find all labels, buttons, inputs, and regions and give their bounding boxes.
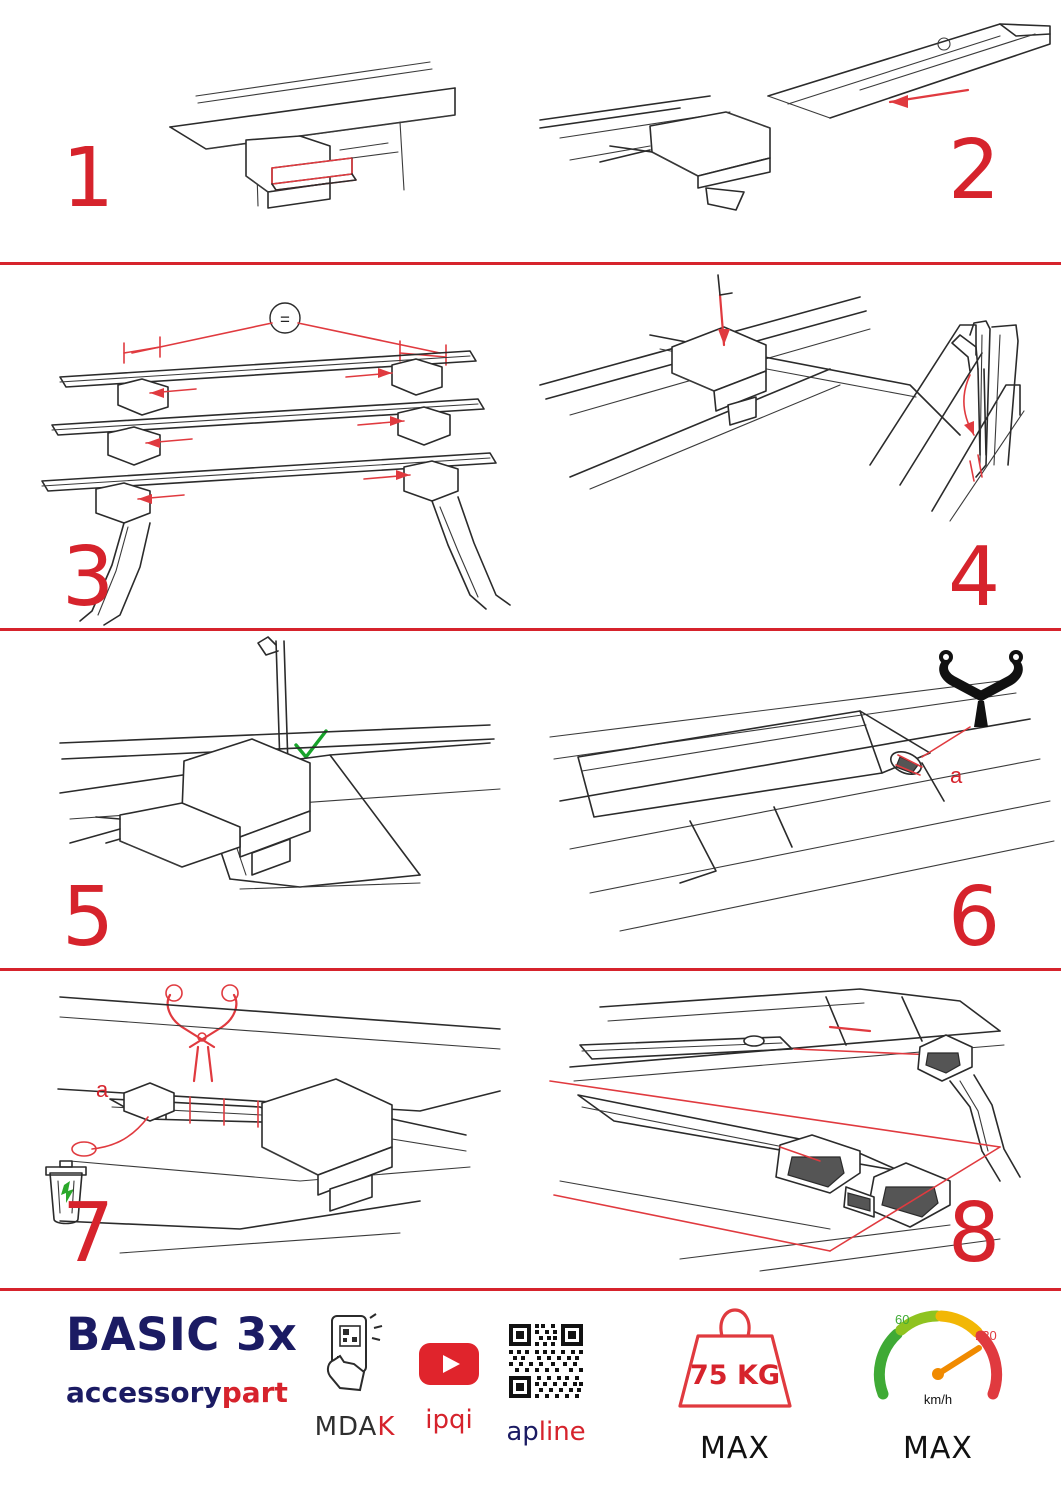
step-5-panel xyxy=(0,631,530,968)
step-number-2: 2 xyxy=(948,123,1001,218)
step-2-panel xyxy=(530,0,1061,262)
step-1-panel xyxy=(0,0,530,262)
speed-unit: km/h xyxy=(923,1392,953,1407)
step-number-3: 3 xyxy=(62,530,115,625)
youtube-icon[interactable] xyxy=(418,1342,480,1386)
row-divider-4 xyxy=(0,1288,1061,1291)
speed-max-tick: 120 xyxy=(975,1328,997,1343)
qr-code xyxy=(507,1322,585,1400)
company-name-part2: part xyxy=(221,1376,288,1409)
equal-marker: = xyxy=(280,310,290,329)
step-number-7: 7 xyxy=(62,1186,115,1281)
max-speed-caption: MAX xyxy=(903,1431,973,1466)
step-8-panel xyxy=(530,971,1061,1288)
company-name-part1: accessory xyxy=(66,1376,222,1409)
max-load-value: 75 KG xyxy=(689,1360,781,1391)
speed-min-tick: 60 xyxy=(895,1312,910,1327)
step-7-panel xyxy=(0,971,530,1288)
weight-icon xyxy=(660,1302,810,1420)
footer xyxy=(0,1292,1061,1500)
label-a-step7: a xyxy=(96,1077,109,1102)
apline-label: apline xyxy=(506,1417,586,1447)
step-3-panel xyxy=(0,265,530,628)
company-name xyxy=(66,1376,336,1409)
brand-block xyxy=(66,1308,336,1409)
step-number-4: 4 xyxy=(948,530,1001,625)
step-4-panel xyxy=(530,265,1061,628)
max-speed-block xyxy=(848,1302,1028,1466)
step-6-panel xyxy=(530,631,1061,968)
mdak-logo-item xyxy=(300,1404,410,1440)
youtube-logo-item[interactable] xyxy=(404,1342,494,1433)
step-number-5: 5 xyxy=(62,870,115,965)
ipqi-label: ipqi xyxy=(425,1405,473,1435)
qr-code-item xyxy=(486,1322,606,1445)
step-number-8: 8 xyxy=(948,1186,1001,1281)
qr-scan-hand-icon xyxy=(310,1312,396,1398)
step-number-6: 6 xyxy=(948,870,1001,965)
step-number-1: 1 xyxy=(62,131,115,226)
speedometer-icon xyxy=(863,1302,1013,1420)
mdak-label: MDAK xyxy=(314,1412,396,1442)
product-name: BASIC 3x xyxy=(66,1308,298,1361)
max-load-block xyxy=(640,1302,830,1466)
label-a-step6: a xyxy=(950,763,963,788)
max-load-caption: MAX xyxy=(700,1431,770,1466)
logo-row xyxy=(300,1312,630,1472)
